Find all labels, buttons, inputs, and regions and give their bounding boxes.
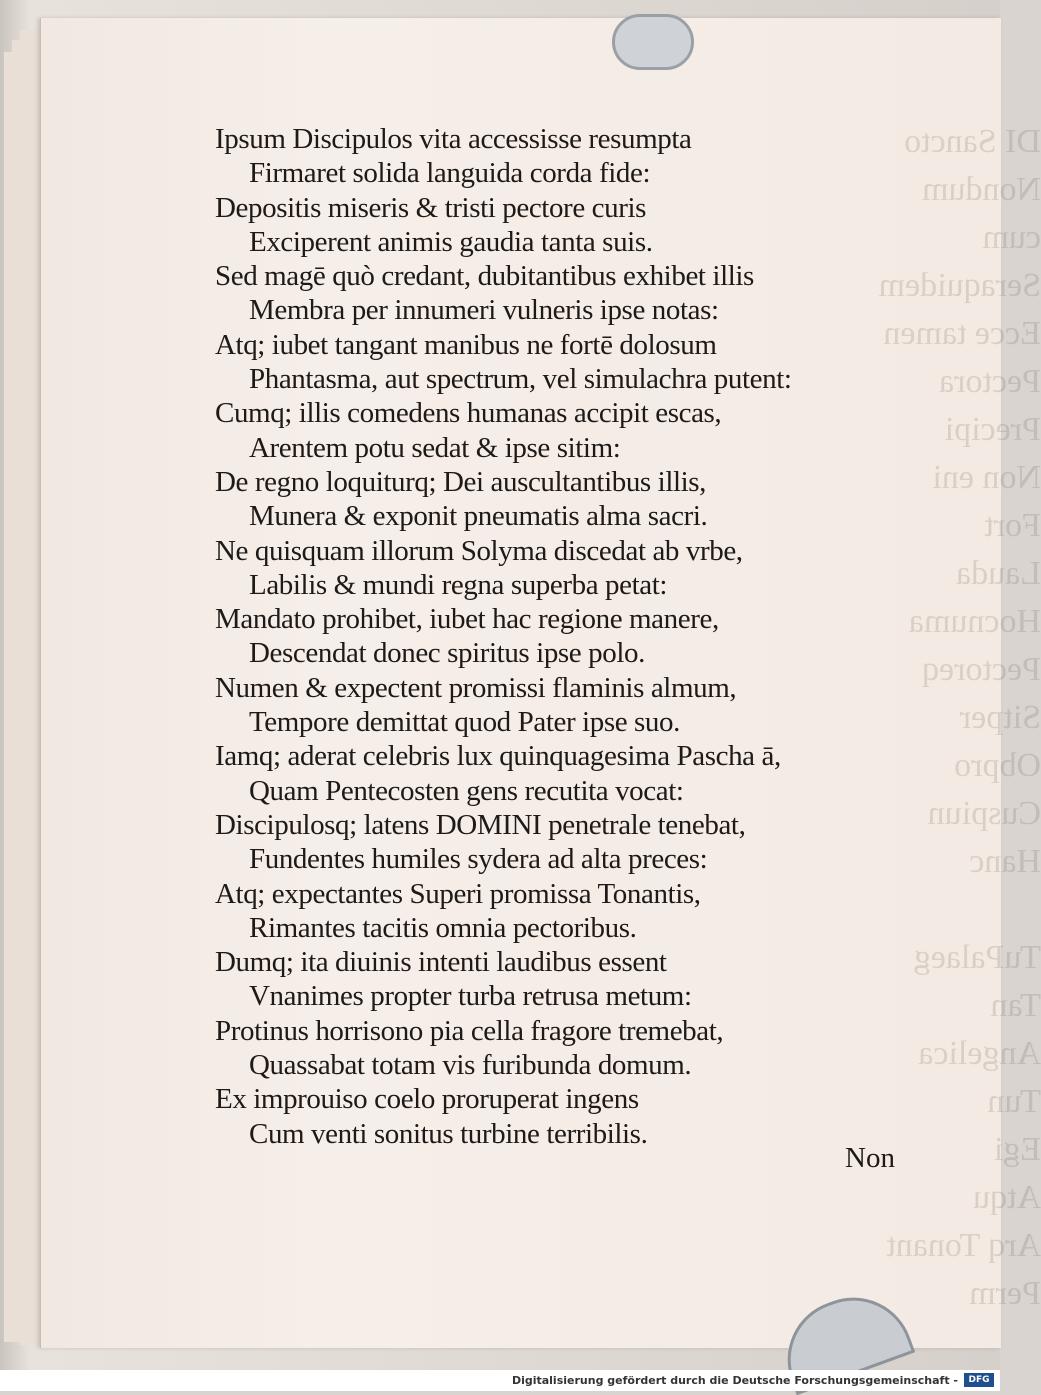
funding-note: Digitalisierung gefördert durch die Deutsche Forschungsgemeinschaft -: [511, 1374, 958, 1387]
verse-line: Iamq; aderat celebris lux quinquagesima Pascha ā,: [215, 740, 781, 773]
footer-bar: [0, 1370, 1000, 1391]
verse-line: Vnanimes propter turba retrusa metum:: [249, 980, 692, 1013]
verse-line: Atq; expectantes Superi promissa Tonantis,: [215, 877, 701, 910]
verse-line: Labilis & mundi regna superba petat:: [249, 568, 668, 601]
verse-line: Rimantes tacitis omnia pectoribus.: [249, 911, 637, 944]
paper-clip-icon: [612, 14, 694, 70]
verse-line: Atq; iubet tangant manibus ne fortē dolosum: [215, 328, 717, 361]
verse-line: Ne quisquam illorum Solyma discedat ab vrbe,: [215, 534, 743, 567]
verse-line: Munera & exponit pneumatis alma sacri.: [249, 500, 708, 533]
verse-line: Arentem potu sedat & ipse sitim:: [249, 431, 621, 464]
verse-line: Exciperent animis gaudia tanta suis.: [249, 225, 653, 258]
verse-line: Dumq; ita diuinis intenti laudibus essent: [215, 946, 667, 979]
verse-line: Sed magē quò credant, dubitantibus exhibet illis: [215, 260, 754, 293]
verse-line: Quam Pentecosten gens recutita vocat:: [249, 774, 684, 807]
verse-line: Cumq; illis comedens humanas accipit escas,: [215, 397, 722, 430]
verse-line: Descendat donec spiritus ipse polo.: [249, 637, 645, 670]
poem-text: [215, 122, 875, 1151]
verse-line: Ex improuiso coelo proruperat ingens: [215, 1083, 639, 1116]
verse-line: Discipulosq; latens DOMINI penetrale tenebat,: [215, 808, 746, 841]
catchword: Non: [845, 1142, 895, 1174]
verse-line: Ipsum Discipulos vita accessisse resumpta: [215, 123, 692, 155]
verse-line: Phantasma, aut spectrum, vel simulachra putent:: [249, 363, 792, 396]
show-through-text: DI Sancto Nondum cum Seraquidem Ecce tamen Pectora Precipi Non eni Fort Lauda Hocnuma Pectoreq Sitper Obpro Cuspiun Hanc TuPalaeg Tan Angelica Tun Egi Atqu Arq Tonant Perm: [878, 123, 1041, 1312]
dfg-logo-icon: DFG: [964, 1373, 994, 1387]
verse-line: De regno loquiturq; Dei auscultantibus illis,: [215, 465, 707, 498]
verse-line: Tempore demittat quod Pater ipse suo.: [249, 706, 680, 739]
verse-line: Depositis miseris & tristi pectore curis: [215, 191, 647, 224]
verse-line: Protinus horrisono pia cella fragore tremebat,: [215, 1014, 724, 1047]
verse-line: Cum venti sonitus turbine terribilis.: [249, 1117, 648, 1150]
verse-line: Mandato prohibet, iubet hac regione manere,: [215, 603, 719, 636]
verse-line: Quassabat totam vis furibunda domum.: [249, 1049, 692, 1082]
verse-line: Membra per innumeri vulneris ipse notas:: [249, 294, 719, 327]
verse-line: Firmaret solida languida corda fide:: [249, 157, 651, 190]
verse-line: Numen & expectent promissi flaminis almum,: [215, 671, 737, 704]
verse-line: Fundentes humiles sydera ad alta preces:: [249, 843, 708, 876]
